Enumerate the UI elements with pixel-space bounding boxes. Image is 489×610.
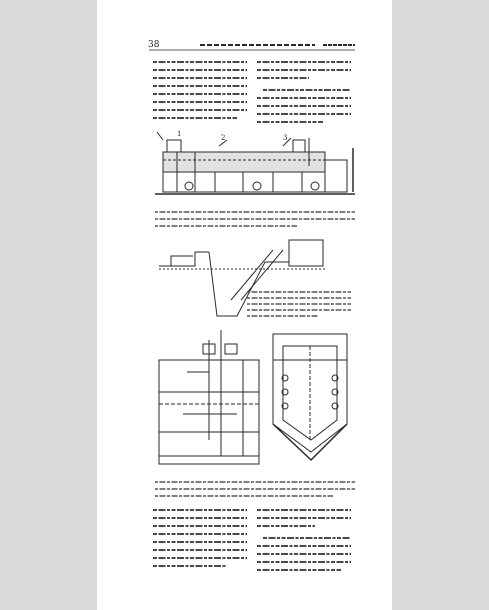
figure-caption-2	[247, 292, 351, 316]
text-block-bottom	[153, 510, 351, 570]
figure-installation-elevation	[155, 130, 355, 194]
scanned-page-content	[97, 0, 392, 610]
figure-caption-3	[155, 482, 355, 496]
figure-caption-1	[155, 212, 355, 226]
document-page	[97, 0, 392, 610]
svg-text:3: 3	[283, 134, 288, 142]
page-number: 38	[148, 40, 160, 50]
text-block-top	[153, 62, 351, 122]
svg-text:2: 2	[221, 134, 226, 142]
running-header	[149, 45, 355, 50]
figure-tank-section	[159, 330, 259, 464]
figure-hopper-plan	[273, 334, 347, 460]
svg-text:1: 1	[177, 130, 182, 138]
